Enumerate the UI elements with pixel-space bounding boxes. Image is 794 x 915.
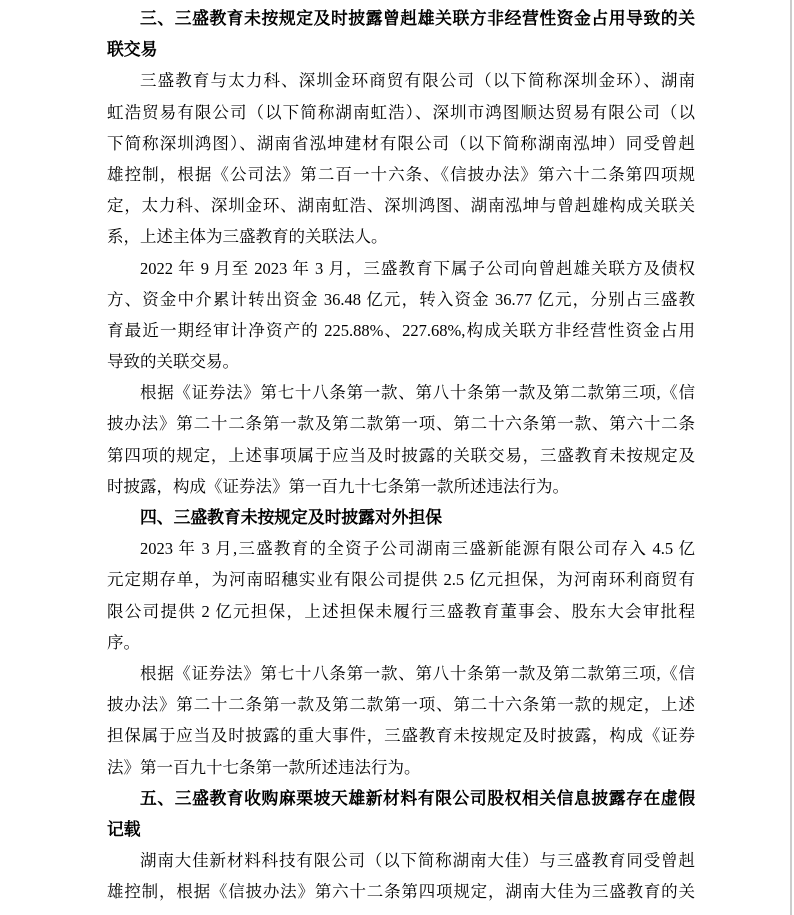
text-line: 第四项的规定，上述事项属于应当及时披露的关联交易，三盛教育未按规定及 [107,445,695,465]
text-line: 时披露，构成《证券法》第一百九十七条第一款所述违法行为。 [107,476,569,496]
text-line: 三盛教育与太力科、深圳金环商贸有限公司（以下简称深圳金环）、湖南 [140,71,695,91]
text-line: 序。 [107,632,140,652]
text-line: 虹浩贸易有限公司（以下简称湖南虹浩）、深圳市鸿图顺达贸易有限公司（以 [107,102,695,122]
text-line: 2022 年 9 月至 2023 年 3 月，三盛教育下属子公司向曾赳雄关联方及债权 [140,258,695,278]
text-line: 定，太力科、深圳金环、湖南虹浩、深圳鸿图、湖南泓坤与曾赳雄构成关联关 [107,196,695,216]
text-line: 雄控制，根据《信披办法》第六十二条第四项规定，湖南大佳为三盛教育的关 [107,882,695,902]
text-line: 导致的关联交易。 [107,352,239,372]
text-line: 元定期存单，为河南昭穗实业有限公司提供 2.5 亿元担保，为河南环利商贸有 [107,570,695,590]
text-line: 系，上述主体为三盛教育的关联法人。 [107,227,388,247]
text-line: 联交易 [107,40,158,60]
text-line: 披办法》第二十二条第一款及第二款第一项、第二十六条第一款、第六十二条 [107,414,695,434]
text-line: 三、三盛教育未按规定及时披露曾赳雄关联方非经营性资金占用导致的关 [140,9,695,28]
text-line: 根据《证券法》第七十八条第一款、第八十条第一款及第二款第三项,《信 [140,383,695,403]
text-line: 根据《证券法》第七十八条第一款、第八十条第一款及第二款第三项,《信 [140,663,695,683]
text-line: 方、资金中介累计转出资金 36.48 亿元，转入资金 36.77 亿元，分别占三盛教 [107,289,695,309]
text-line: 记载 [107,819,141,839]
text-line: 法》第一百九十七条第一款所述违法行为。 [107,757,421,777]
text-line: 下简称深圳鸿图）、湖南省泓坤建材有限公司（以下简称湖南泓坤）同受曾赳 [107,133,695,153]
text-line: 披办法》第二十二条第一款及第二款第一项、第二十六条第一款的规定，上述 [107,695,695,715]
text-line: 湖南大佳新材料科技有限公司（以下简称湖南大佳）与三盛教育同受曾赳 [140,851,695,871]
text-line: 2023 年 3 月,三盛教育的全资子公司湖南三盛新能源有限公司存入 4.5 亿 [140,539,695,559]
text-line: 四、三盛教育未按规定及时披露对外担保 [140,508,443,527]
text-line: 担保属于应当及时披露的重大事件，三盛教育未按规定及时披露，构成《证券 [107,726,695,746]
page-edge-line [790,0,792,915]
text-line: 限公司提供 2 亿元担保，上述担保未履行三盛教育董事会、股东大会审批程 [107,601,695,621]
text-line: 五、三盛教育收购麻栗坡天雄新材料有限公司股权相关信息披露存在虚假 [140,788,695,808]
document-text [107,3,695,907]
text-line: 育最近一期经审计净资产的 225.88%、227.68%,构成关联方非经营性资金占用 [107,320,695,340]
text-line: 雄控制，根据《公司法》第二百一十六条、《信披办法》第六十二条第四项规 [107,164,695,184]
